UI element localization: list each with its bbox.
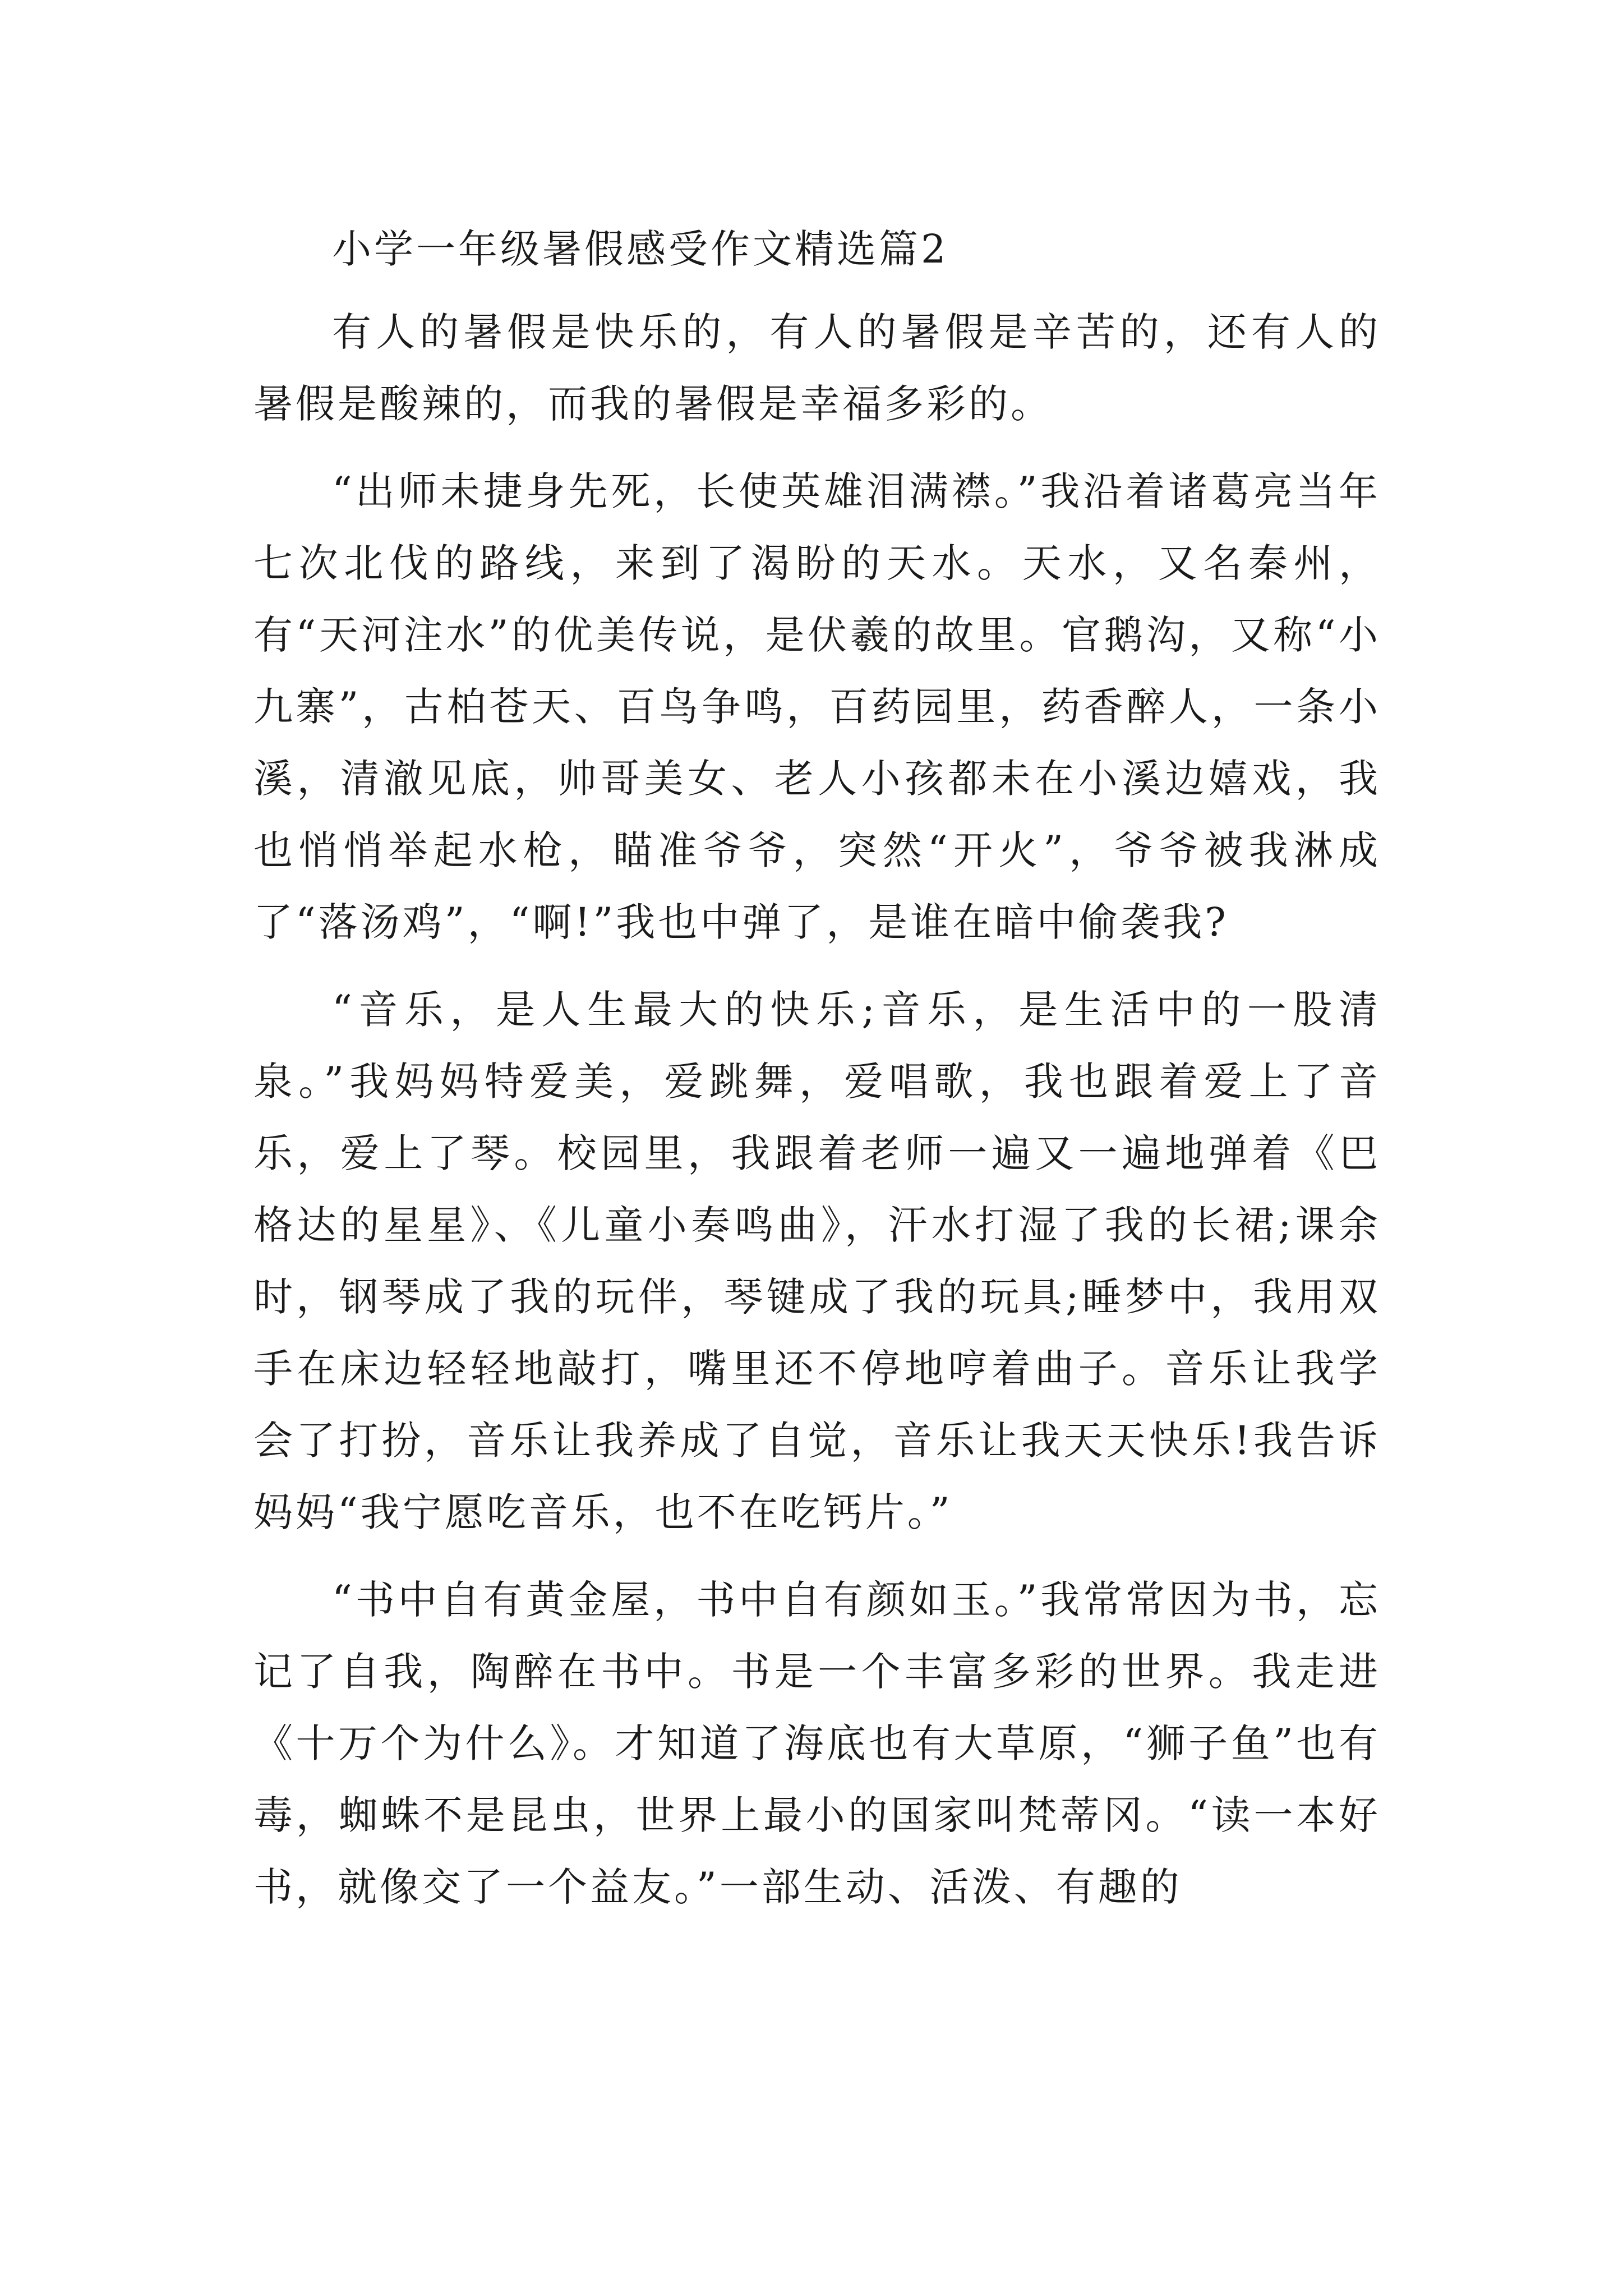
document-body bbox=[253, 213, 1381, 1923]
paragraph-1: 有人的暑假是快乐的，有人的暑假是辛苦的，还有人的暑假是酸辣的，而我的暑假是幸福多彩的。 bbox=[253, 309, 1381, 427]
essay-title: 小学一年级暑假感受作文精选篇2 bbox=[332, 226, 949, 272]
paragraph-2: “出师未捷身先死，长使英雄泪满襟。”我沿着诸葛亮当年七次北伐的路线，来到了渴盼的天水。天水，又名秦州，有“天河注水”的优美传说，是伏羲的故里。官鹅沟，又称“小九寨”，古柏苍天、百鸟争鸣，百药园里，药香醉人，一条小溪，清澈见底，帅哥美女、老人小孩都未在小溪边嬉戏，我也悄悄举起水枪，瞄准爷爷，突然“开火”，爷爷被我淋成了“落汤鸡”，“啊!”我也中弹了，是谁在暗中偷袭我? bbox=[253, 468, 1381, 945]
paragraph-3: “音乐，是人生最大的快乐;音乐，是生活中的一股清泉。”我妈妈特爱美，爱跳舞，爱唱歌，我也跟着爱上了音乐，爱上了琴。校园里，我跟着老师一遍又一遍地弹着《巴格达的星星》、《儿童小奏鸣曲》，汗水打湿了我的长裙;课余时，钢琴成了我的玩伴，琴键成了我的玩具;睡梦中，我用双手在床边轻轻地敲打，嘴里还不停地哼着曲子。音乐让我学会了打扮，音乐让我养成了自觉，音乐让我天天快乐!我告诉妈妈“我宁愿吃音乐，也不在吃钙片。” bbox=[253, 987, 1381, 1535]
paragraph-4: “书中自有黄金屋，书中自有颜如玉。”我常常因为书，忘记了自我，陶醉在书中。书是一个丰富多彩的世界。我走进《十万个为什么》。才知道了海底也有大草原，“狮子鱼”也有毒，蜘蛛不是昆虫，世界上最小的国家叫梵蒂冈。“读一本好书，就像交了一个益友。”一部生动、活泼、有趣的 bbox=[253, 1577, 1381, 1910]
